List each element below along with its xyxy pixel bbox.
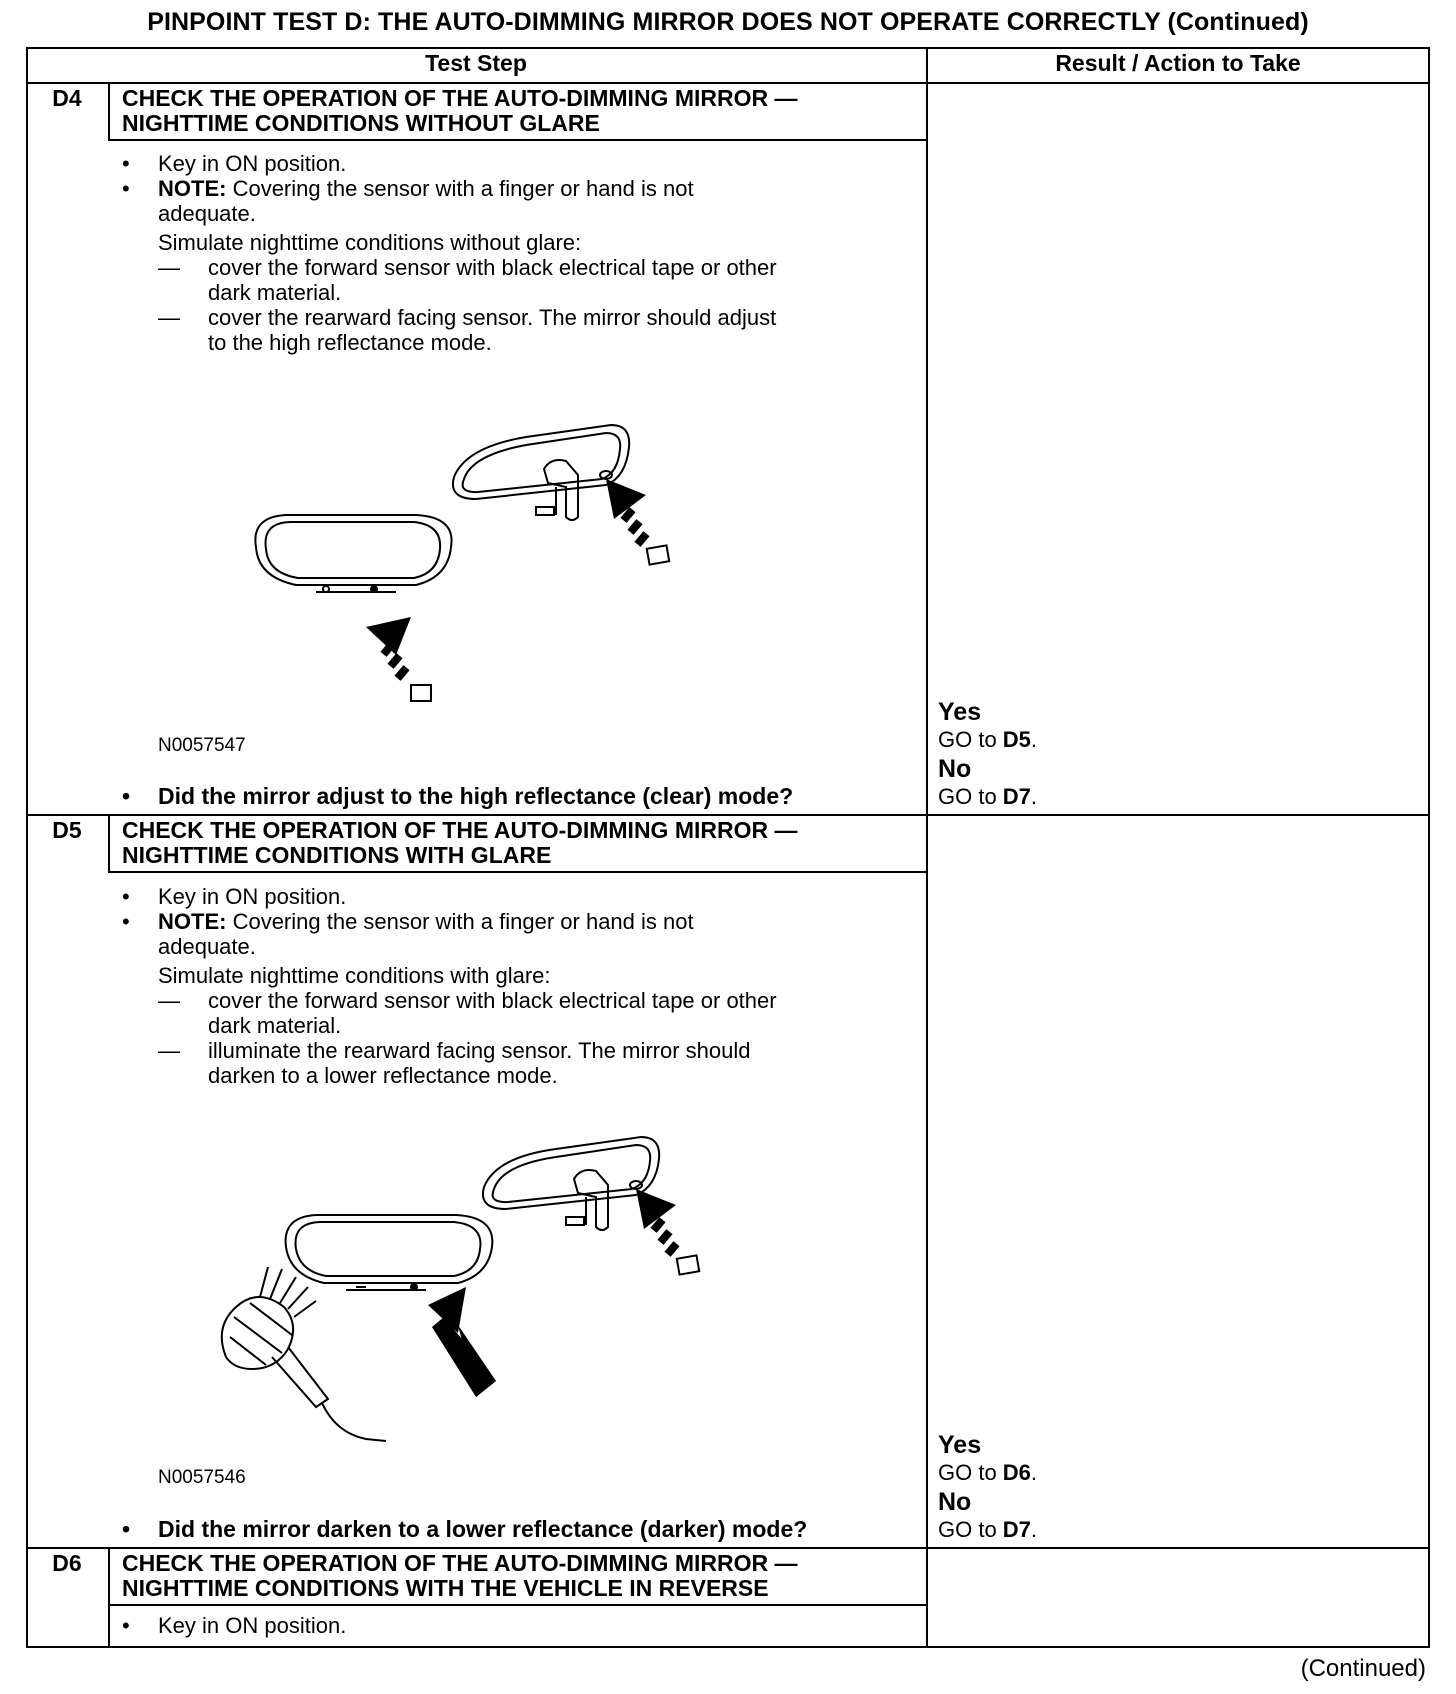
header-divider [26, 82, 1430, 84]
d4-yes-link[interactable]: D5 [1002, 727, 1031, 752]
table-border-bottom [26, 1646, 1430, 1648]
continued-label: (Continued) [1300, 1655, 1426, 1682]
d4-d5-divider [26, 814, 1430, 816]
d4-title-divider [108, 139, 928, 141]
d4-note-line2: adequate. [158, 201, 256, 226]
d5-yes-action: GO to D6. [938, 1460, 1038, 1485]
tape-square [411, 685, 431, 701]
d4-yes-action: GO to D5. [938, 727, 1038, 752]
tape-square-2 [647, 545, 669, 564]
d5-dash-forward-line2: dark material. [208, 1013, 342, 1038]
d4-dash-forward-line2: dark material. [208, 280, 342, 305]
d5-no-label: No [938, 1488, 972, 1516]
header-result: Result / Action to Take [1055, 50, 1301, 76]
step-id-d6: D6 [52, 1550, 82, 1576]
d5-figure-id: N0057546 [158, 1467, 246, 1488]
step-id-d4: D4 [52, 85, 82, 111]
bullet-icon: • [122, 783, 131, 809]
d6-id-divider [108, 1547, 110, 1647]
d5-yes-label: Yes [938, 1431, 982, 1459]
d5-note-text: Covering the sensor with a finger or hand is not [226, 909, 694, 934]
d4-no-label: No [938, 755, 972, 783]
step-title-d5-line1: CHECK THE OPERATION OF THE AUTO-DIMMING MIRROR — [122, 817, 798, 843]
d5-note-label: NOTE: [158, 909, 227, 934]
d4-id-divider [108, 82, 110, 140]
d4-note-text: Covering the sensor with a finger or hand is not [226, 176, 694, 201]
mirror-front-inner [266, 522, 441, 578]
d5-yes-link[interactable]: D6 [1002, 1460, 1031, 1485]
d4-note-label: NOTE: [158, 176, 227, 201]
step-title-d4-line1: CHECK THE OPERATION OF THE AUTO-DIMMING MIRROR — [122, 85, 798, 111]
pinpoint-test-table: Test Step Result / Action to Take D4 CHECK THE OPERATION OF THE AUTO-DIMMING MIRROR — NIGHTTIME CONDITIONS WITHOUT GLARE • Key in ON position. • NOTE: Covering the sensor with a finger or hand is not adequate. Simulate nighttime conditions without glare: — cover the forward sensor with black electrical tape or other dark material. — cover the rearward facing sensor. The mirror should adjust to the high reflectance mode. N0057547 • Did the mirror adjust to the high reflectance (clear) mode? Yes GO to D5. No GO to D7. D5 CHECK THE OPERATION OF THE AUTO-DIMMING MIRROR — NIGHTTIME CONDITIONS WITH GLARE • Key in ON position. • NOTE: Covering the sensor with a finger or hand is not adequate. Simulate nighttime conditions with glare: — cover the forward sensor with black electrical tape or other dark material. — illuminate the rearward facing sensor. The mirror should darken to a lower reflectance mode. N0057546 • Did the mirror darken to a lower reflectance (darker) mode? Yes GO to D6. No GO to D7. D6 CHECK THE OPERATION OF THE AUTO-DIMMING MIRROR — NIGHTTIME CONDITIONS WITH THE VEHICLE IN REVERSE • Key in ON position. [26, 47, 1430, 1648]
dash-icon: — [158, 1038, 180, 1063]
d5-title-divider [108, 871, 928, 873]
bullet-icon: • [122, 151, 130, 176]
d4-simulate: Simulate nighttime conditions without glare: [158, 230, 582, 255]
d5-id-divider [108, 814, 110, 872]
page-title: PINPOINT TEST D: THE AUTO-DIMMING MIRROR DOES NOT OPERATE CORRECTLY (Continued) [147, 8, 1309, 36]
dash-icon: — [158, 988, 180, 1013]
d4-no-action: GO to D7. [938, 784, 1038, 809]
step-title-d5 [122, 818, 922, 868]
d5-no-link[interactable]: D7 [1002, 1517, 1031, 1542]
step-title-d6 [122, 1551, 922, 1601]
dash-icon: — [158, 305, 180, 330]
step-title-d4-line2: NIGHTTIME CONDITIONS WITHOUT GLARE [122, 110, 600, 136]
d4-yes-label: Yes [938, 698, 982, 726]
table-border-left [26, 47, 28, 1648]
d5-dash-rearward-line2: darken to a lower reflectance mode. [208, 1063, 558, 1088]
step-title-d5-line2: NIGHTTIME CONDITIONS WITH GLARE [122, 842, 552, 868]
dash-icon: — [158, 255, 180, 280]
d5-simulate: Simulate nighttime conditions with glare: [158, 963, 551, 988]
mirror-rear-outline [483, 1137, 659, 1209]
d5-note-line2: adequate. [158, 934, 256, 959]
d5-d6-divider [26, 1547, 1430, 1549]
table-border-right [1428, 47, 1430, 1648]
work-lamp-icon [222, 1267, 386, 1441]
d5-mirror-illustration [196, 1157, 716, 1457]
d6-title-divider [108, 1604, 928, 1606]
bullet-icon: • [122, 909, 130, 934]
step-title-d6-line1: CHECK THE OPERATION OF THE AUTO-DIMMING MIRROR — [122, 1550, 798, 1576]
column-divider [926, 47, 928, 1648]
d4-mirror-illustration [226, 417, 686, 737]
bullet-icon: • [122, 176, 130, 201]
d4-dash-rearward-line2: to the high reflectance mode. [208, 330, 492, 355]
tape-square [677, 1255, 699, 1274]
bullet-icon: • [122, 884, 130, 909]
bullet-icon: • [122, 1613, 130, 1638]
step-id-d5: D5 [52, 817, 82, 843]
header-test-step: Test Step [425, 50, 527, 76]
d4-no-link[interactable]: D7 [1002, 784, 1031, 809]
bullet-icon: • [122, 1516, 131, 1542]
d5-no-action: GO to D7. [938, 1517, 1038, 1542]
step-title-d4 [122, 86, 922, 136]
step-title-d6-line2: NIGHTTIME CONDITIONS WITH THE VEHICLE IN REVERSE [122, 1575, 769, 1601]
table-border-top [26, 47, 1430, 49]
d4-figure-id: N0057547 [158, 735, 246, 756]
